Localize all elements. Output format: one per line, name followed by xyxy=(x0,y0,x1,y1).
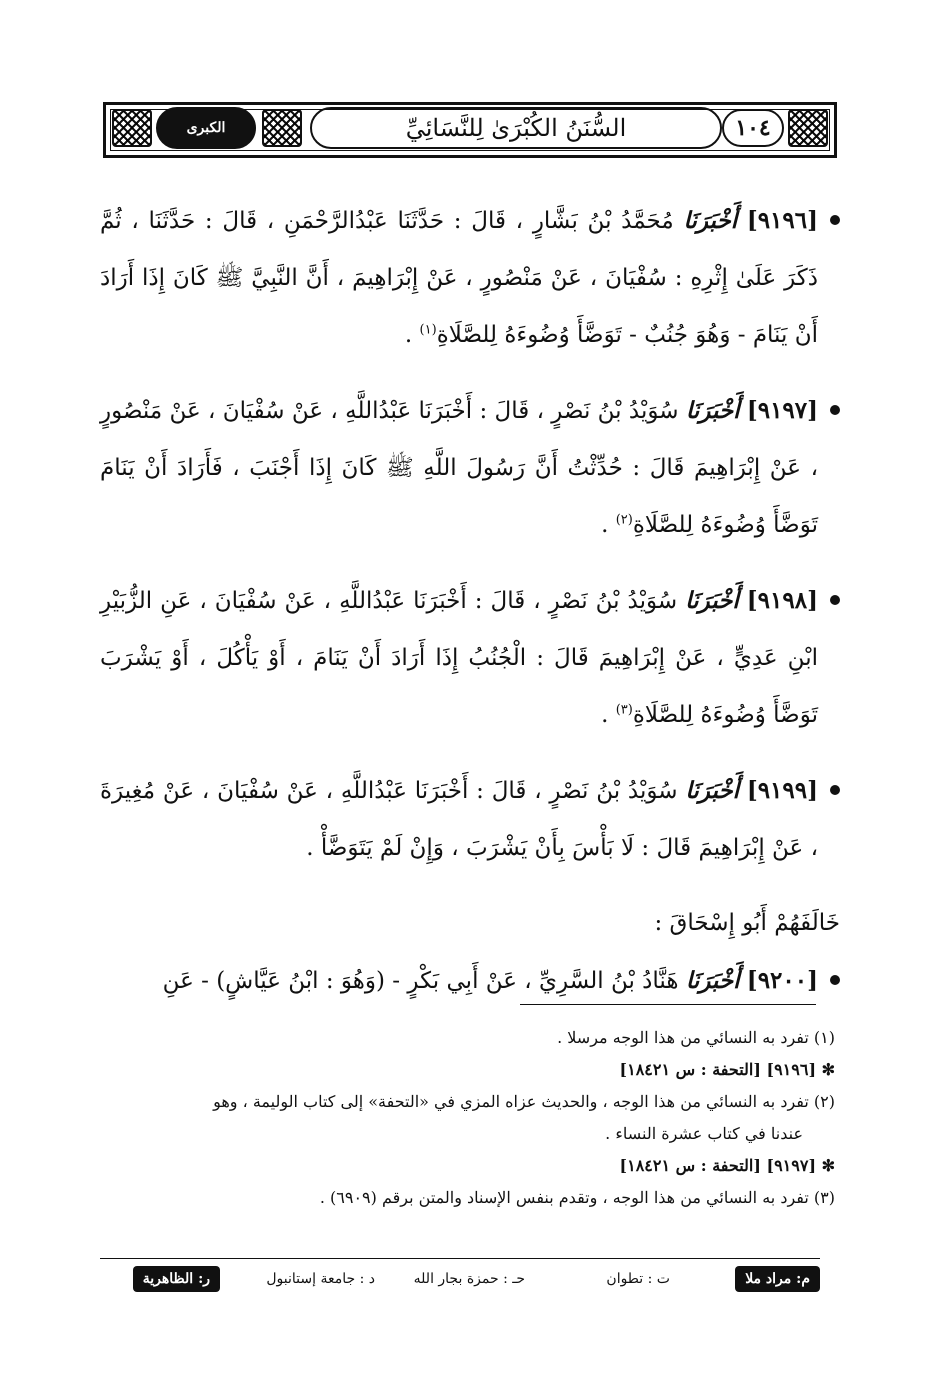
bullet-icon xyxy=(830,595,840,605)
hadith-entry-9197 xyxy=(100,382,840,554)
page-number: ١٠٤ xyxy=(735,115,771,141)
hadith-body: سُوَيْدُ بْنُ نَصْرٍ ، قَالَ : أَخْبَرَنَا عَبْدُاللَّهِ ، عَنْ سُفْيَانَ ، عَنْ مَنْصُورٍ ، عَنْ إِبْرَاهِيمَ قَالَ : حُدِّثْتُ أَنَّ رَسُولَ اللَّهِ ﷺ كَانَ إِذَا أَجْنَبَ ، فَأَرَادَ أَنْ يَنَامَ تَوَضَّأَ وُضُوءَهُ لِلصَّلَاةِ xyxy=(100,398,818,538)
seal-text: الكبرى xyxy=(186,120,226,136)
hadith-end: . xyxy=(404,322,420,348)
book-title xyxy=(310,107,722,149)
hadith-entry-9196 xyxy=(100,192,840,364)
manuscript-tag-istanbul: د : جامعة إستانبول xyxy=(266,1271,375,1287)
hadith-number: [٩١٩٧] xyxy=(746,397,819,424)
hadith-entry-9200 xyxy=(100,952,840,1010)
footnotes xyxy=(100,1022,835,1214)
book-seal xyxy=(156,107,256,149)
hadith-number: [٩١٩٦] xyxy=(746,207,819,234)
hadith-body: سُوَيْدُ بْنُ نَصْرٍ ، قَالَ : أَخْبَرَنَا عَبْدُاللَّهِ ، عَنْ سُفْيَانَ ، عَنْ مُغِيرَةَ ، عَنْ إِبْرَاهِيمَ قَالَ : لَا بَأْسَ بِأَنْ يَشْرَبَ ، وَإِنْ لَمْ يَتَوَضَّأْ . xyxy=(100,778,818,861)
footnote-ref[interactable]: (١) xyxy=(419,322,437,338)
footnote-divider xyxy=(520,1004,816,1005)
hadith-entry-9199 xyxy=(100,762,840,877)
book-title-text: السُّنَنُ الكُبْرَىٰ لِلنَّسَائِيِّ xyxy=(405,114,627,142)
bullet-icon xyxy=(830,785,840,795)
manuscript-tag-hamza: حـ : حمزة بجار الله xyxy=(413,1271,525,1287)
hadith-entry-9198 xyxy=(100,572,840,744)
khalafahum-line: خَالَفَهُمْ أَبُو إِسْحَاقَ : xyxy=(654,910,840,936)
manuscript-tag-tetouan: ت : تطوان xyxy=(606,1271,670,1287)
ornament-icon xyxy=(262,109,302,147)
hadith-body: سُوَيْدُ بْنُ نَصْرٍ ، قَالَ : أَخْبَرَنَا عَبْدُاللَّهِ ، عَنْ سُفْيَانَ ، عَنِ الزُّبَيْرِ ابْنِ عَدِيٍّ ، عَنْ إِبْرَاهِيمَ قَالَ : الْجُنُبُ إِذَا أَرَادَ أَنْ يَنَامَ ، أَوْ يَأْكُلَ ، أَوْ يَشْرَبَ تَوَضَّأَ وُضُوءَهُ لِلصَّلَاةِ xyxy=(100,588,818,728)
hadith-number: [٩٢٠٠] xyxy=(746,967,818,994)
akhbarana-word: أَخْبَرَنَا xyxy=(685,967,740,994)
footnote-ref[interactable]: (٣) xyxy=(615,702,633,718)
akhbarana-word: أَخْبَرَنَا xyxy=(685,397,740,424)
hadith-body: مُحَمَّدُ بْنُ بَشَّارٍ ، قَالَ : حَدَّثَنَا عَبْدُالرَّحْمَنِ ، قَالَ : حَدَّثَنَا ، ثُمَّ ذَكَرَ عَلَىٰ إِثْرِهِ : سُفْيَانَ ، عَنْ مَنْصُورٍ ، عَنْ إِبْرَاهِيمَ ، أَنَّ النَّبِيَّ ﷺ كَانَ إِذَا أَرَادَ أَنْ يَنَامَ - وَهُوَ جُنُبٌ - تَوَضَّأَ وُضُوءَهُ لِلصَّلَاةِ xyxy=(100,208,818,348)
footnote-ref[interactable]: (٢) xyxy=(615,512,633,528)
akhbarana-word: أَخْبَرَنَا xyxy=(685,777,740,804)
page-header xyxy=(103,102,837,158)
manuscript-tag-zahiriyya: ر: الظاهرية xyxy=(133,1266,220,1292)
footnote-3: (٣) تفرد به النسائي من هذا الوجه ، وتقدم بنفس الإسناد والمتن برقم (٦٩٠٩) . xyxy=(319,1188,835,1207)
ornament-icon xyxy=(788,109,828,147)
akhbarana-word: أَخْبَرَنَا xyxy=(683,207,738,234)
bullet-icon xyxy=(830,975,840,985)
footnote-2-continued: عندنا في كتاب عشرة النساء . xyxy=(605,1124,803,1143)
footnote-2: (٢) تفرد به النسائي من هذا الوجه ، والحديث عزاه المزي في «التحفة» إلى كتاب الوليمة ، وهو xyxy=(213,1092,835,1111)
manuscript-tag-murad-mulla: م: مراد ملا xyxy=(735,1266,820,1292)
hadith-end: . xyxy=(601,512,616,538)
akhbarana-word: أَخْبَرَنَا xyxy=(685,587,739,614)
tuhfa-ref-9197: ✻ [٩١٩٧] [التحفة : س ١٨٤٢١] xyxy=(619,1156,835,1175)
hadith-number: [٩١٩٩] xyxy=(746,777,819,804)
hadith-text xyxy=(100,192,840,1010)
ornament-icon xyxy=(112,109,152,147)
manuscript-sigla-bar xyxy=(110,1264,820,1294)
hadith-body: هَنَّادُ بْنُ السَّرِيِّ ، عَنْ أَبِي بَكْرٍ - (وَهُوَ : ابْنُ عَيَّاشٍ) - عَنِ xyxy=(162,968,679,994)
hadith-end: . xyxy=(601,702,616,728)
bottom-divider xyxy=(100,1258,820,1259)
hadith-number: [٩١٩٨] xyxy=(746,587,818,614)
bullet-icon xyxy=(830,405,840,415)
footnote-1: (١) تفرد به النسائي من هذا الوجه مرسلا . xyxy=(557,1028,835,1047)
tuhfa-ref-9196: ✻ [٩١٩٦] [التحفة : س ١٨٤٢١] xyxy=(619,1060,835,1079)
bullet-icon xyxy=(830,215,840,225)
